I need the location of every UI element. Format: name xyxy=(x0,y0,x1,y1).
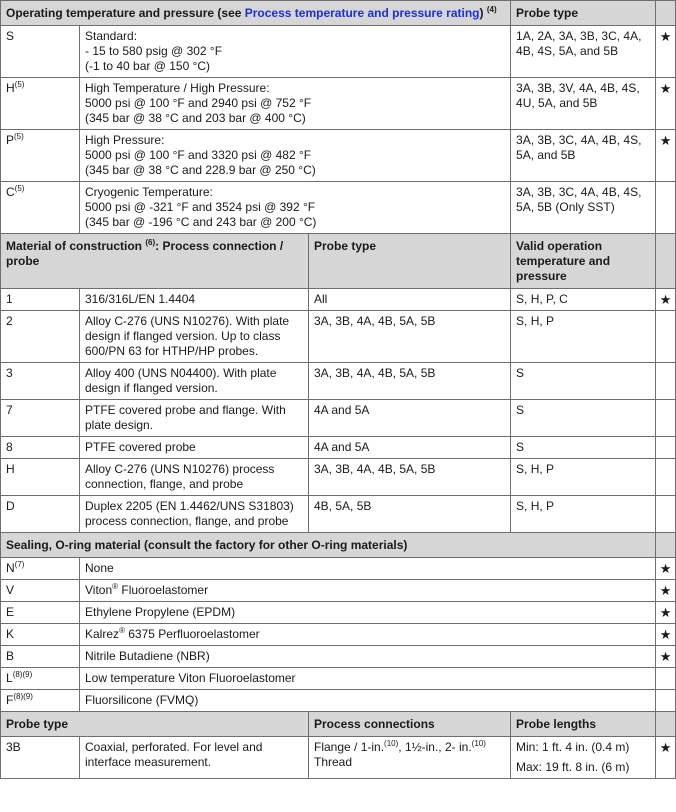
header-operating-temp-pressure: Operating temperature and pressure (see Process temperature and pressure rating) $^{(4)}$ xyxy=(1,1,511,26)
star-icon: ★ xyxy=(656,580,676,602)
option-code: $H^{(5)}$ xyxy=(1,78,80,130)
table-row xyxy=(1,580,676,602)
star-cell xyxy=(656,668,676,690)
table-row xyxy=(1,130,676,182)
probe-types: 4B, 5A, 5B xyxy=(309,496,511,533)
o-ring-material: None xyxy=(80,558,656,580)
table-row xyxy=(1,437,676,459)
valid-operation: S xyxy=(511,437,656,459)
option-code: 3 xyxy=(1,363,80,400)
header-sealing-o-ring: Sealing, O-ring material (consult the factory for other O-ring materials) xyxy=(1,533,656,558)
star-icon: ★ xyxy=(656,602,676,624)
header-probe-lengths: Probe lengths xyxy=(511,712,656,737)
valid-operation: S xyxy=(511,400,656,437)
table-row xyxy=(1,624,676,646)
probe-types: 3A, 3B, 3V, 4A, 4B, 4S, 4U, 5A, and 5B xyxy=(511,78,656,130)
option-code: $C^{(5)}$ xyxy=(1,182,80,234)
material-description: 316/316L/EN 1.4404 xyxy=(80,289,309,311)
star-cell xyxy=(656,311,676,363)
table-row xyxy=(1,400,676,437)
section-header-operating xyxy=(1,1,676,26)
header-process-connections: Process connections xyxy=(309,712,511,737)
probe-types: 3A, 3B, 3C, 4A, 4B, 4S, 5A, and 5B xyxy=(511,130,656,182)
o-ring-material: Ethylene Propylene (EPDM) xyxy=(80,602,656,624)
probe-lengths: Min: 1 ft. 4 in. (0.4 m) Max: 19 ft. 8 in. (6 m) xyxy=(511,737,656,779)
o-ring-material: Low temperature Viton Fluoroelastomer xyxy=(80,668,656,690)
table-row xyxy=(1,496,676,533)
material-description: PTFE covered probe xyxy=(80,437,309,459)
probe-types: 3A, 3B, 4A, 4B, 5A, 5B xyxy=(309,459,511,496)
probe-types: 4A and 5A xyxy=(309,437,511,459)
option-description: Cryogenic Temperature: 5000 psi @ -321 °F and 3524 psi @ 392 °F (345 bar @ -196 °C and 243 bar @ 200 °C) xyxy=(80,182,511,234)
star-cell xyxy=(656,496,676,533)
probe-types: 3A, 3B, 3C, 4A, 4B, 4S, 5A, 5B (Only SST) xyxy=(511,182,656,234)
option-code: 3B xyxy=(1,737,80,779)
option-code: V xyxy=(1,580,80,602)
star-icon: ★ xyxy=(656,130,676,182)
option-code: $L^{(8)(9)}$ xyxy=(1,668,80,690)
option-description: High Temperature / High Pressure: 5000 psi @ 100 °F and 2940 psi @ 752 °F (345 bar @ 38 °C and 203 bar @ 400 °C) xyxy=(80,78,511,130)
o-ring-material: Kalrez® 6375 Perfluoroelastomer xyxy=(80,624,656,646)
option-code: $P^{(5)}$ xyxy=(1,130,80,182)
process-connections: Flange / 1-in.$^{(10)}$, 1½-in., 2- in.$^{(10)}$ Thread xyxy=(309,737,511,779)
o-ring-material: Viton® Fluoroelastomer xyxy=(80,580,656,602)
header-probe-type: Probe type xyxy=(511,1,656,26)
star-icon: ★ xyxy=(656,737,676,779)
table-row xyxy=(1,558,676,580)
star-icon: ★ xyxy=(656,558,676,580)
star-icon: ★ xyxy=(656,624,676,646)
table-row xyxy=(1,78,676,130)
table-row xyxy=(1,311,676,363)
valid-operation: S, H, P xyxy=(511,496,656,533)
header-probe-type: Probe type xyxy=(1,712,309,737)
o-ring-material: Nitrile Butadiene (NBR) xyxy=(80,646,656,668)
table-row xyxy=(1,459,676,496)
table-row xyxy=(1,690,676,712)
material-description: PTFE covered probe and flange. With plate design. xyxy=(80,400,309,437)
header-valid-operation: Valid operation temperature and pressure xyxy=(511,234,656,289)
valid-operation: S xyxy=(511,363,656,400)
option-code: E xyxy=(1,602,80,624)
valid-operation: S, H, P xyxy=(511,459,656,496)
material-description: Alloy C-276 (UNS N10276). With plate design if flanged version. Up to class 600/PN 63 for HTHP/HP probes. xyxy=(80,311,309,363)
table-row xyxy=(1,182,676,234)
star-icon: ★ xyxy=(656,26,676,78)
header-probe-type: Probe type xyxy=(309,234,511,289)
probe-types: 4A and 5A xyxy=(309,400,511,437)
header-empty xyxy=(656,533,676,558)
header-empty xyxy=(656,234,676,289)
valid-operation: S, H, P, C xyxy=(511,289,656,311)
section-header-material xyxy=(1,234,676,289)
option-code: 2 xyxy=(1,311,80,363)
star-icon: ★ xyxy=(656,78,676,130)
option-description: High Pressure: 5000 psi @ 100 °F and 3320 psi @ 482 °F (345 bar @ 38 °C and 228.9 bar @ 250 °C) xyxy=(80,130,511,182)
table-row xyxy=(1,737,676,779)
option-code: K xyxy=(1,624,80,646)
table-row xyxy=(1,668,676,690)
temp-pressure-rating-link[interactable]: Process temperature and pressure rating xyxy=(244,6,480,20)
table-row xyxy=(1,646,676,668)
probe-types: All xyxy=(309,289,511,311)
option-description: Standard: - 15 to 580 psig @ 302 °F (-1 to 40 bar @ 150 °C) xyxy=(80,26,511,78)
option-code: 7 xyxy=(1,400,80,437)
star-icon: ★ xyxy=(656,289,676,311)
probe-types: 3A, 3B, 4A, 4B, 5A, 5B xyxy=(309,311,511,363)
section-header-probe xyxy=(1,712,676,737)
star-cell xyxy=(656,400,676,437)
option-code: $N^{(7)}$ xyxy=(1,558,80,580)
star-cell xyxy=(656,690,676,712)
header-empty xyxy=(656,1,676,26)
star-cell xyxy=(656,437,676,459)
probe-types: 1A, 2A, 3A, 3B, 3C, 4A, 4B, 4S, 5A, and 5B xyxy=(511,26,656,78)
probe-types: 3A, 3B, 4A, 4B, 5A, 5B xyxy=(309,363,511,400)
section-header-sealing xyxy=(1,533,676,558)
material-description: Duplex 2205 (EN 1.4462/UNS S31803) process connection, flange, and probe xyxy=(80,496,309,533)
table-row xyxy=(1,602,676,624)
o-ring-material: Fluorsilicone (FVMQ) xyxy=(80,690,656,712)
option-code: B xyxy=(1,646,80,668)
star-icon: ★ xyxy=(656,646,676,668)
header-empty xyxy=(656,712,676,737)
header-material-of-construction: Material of construction $^{(6)}$: Process connection / probe xyxy=(1,234,309,289)
table-row xyxy=(1,26,676,78)
option-code: 1 xyxy=(1,289,80,311)
option-code: S xyxy=(1,26,80,78)
star-cell xyxy=(656,363,676,400)
star-cell xyxy=(656,182,676,234)
table-row xyxy=(1,363,676,400)
option-code: D xyxy=(1,496,80,533)
option-code: H xyxy=(1,459,80,496)
probe-description: Coaxial, perforated. For level and interface measurement. xyxy=(80,737,309,779)
material-description: Alloy 400 (UNS N04400). With plate design if flanged version. xyxy=(80,363,309,400)
footnote-ref: (4) xyxy=(486,5,497,14)
option-code: 8 xyxy=(1,437,80,459)
valid-operation: S, H, P xyxy=(511,311,656,363)
table-row xyxy=(1,289,676,311)
option-code: $F^{(8)(9)}$ xyxy=(1,690,80,712)
material-description: Alloy C-276 (UNS N10276) process connection, flange, and probe xyxy=(80,459,309,496)
star-cell xyxy=(656,459,676,496)
